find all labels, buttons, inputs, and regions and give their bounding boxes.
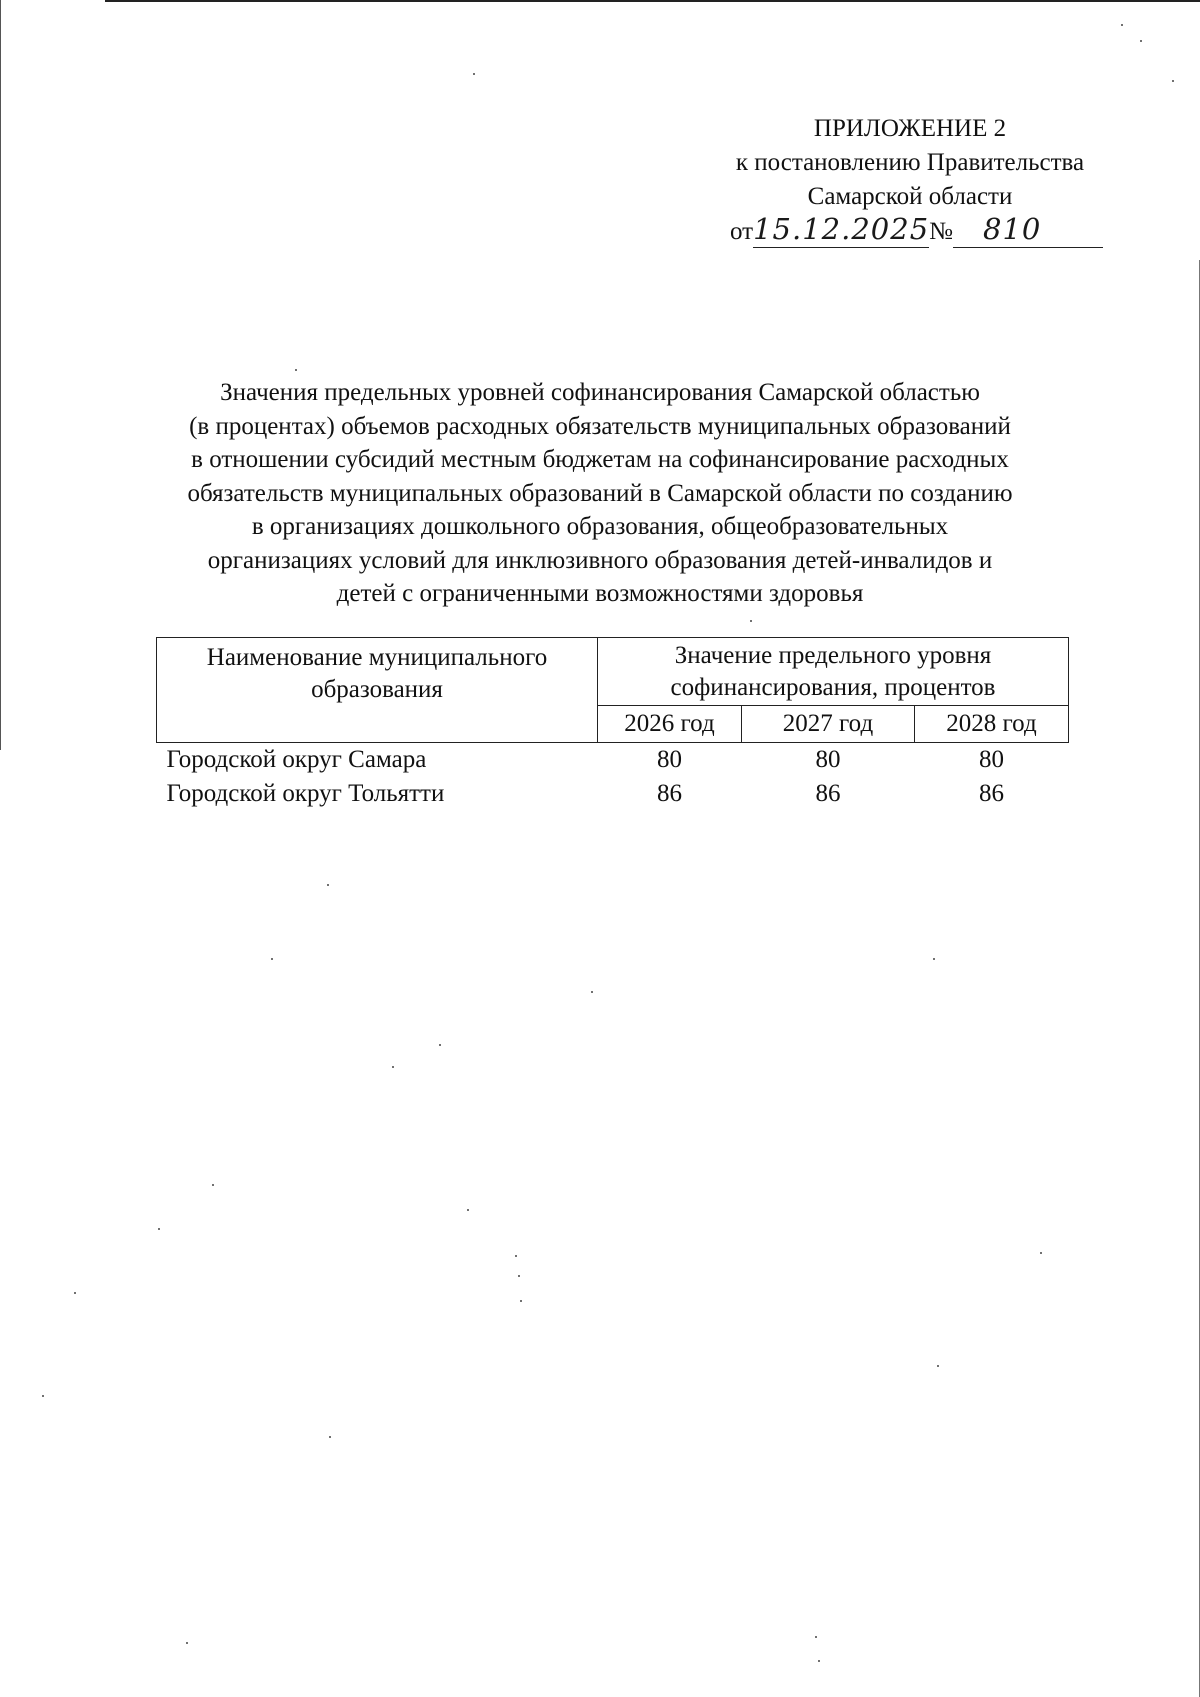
municipality-column-header — [157, 638, 598, 743]
scan-speck — [1121, 24, 1123, 26]
scan-speck — [591, 991, 593, 993]
title-line: детей с ограниченными возможностями здоровья — [336, 580, 864, 607]
value-2027: 80 — [815, 746, 841, 773]
header-line: Значение предельного уровня — [674, 641, 992, 669]
title-line: (в процентах) объемов расходных обязательств муниципальных образований — [189, 412, 1011, 440]
scan-speck — [933, 958, 935, 960]
title-line: в организациях дошкольного образования, общеобразовательных — [251, 513, 949, 540]
appendix-reference-line2: Самарской области — [807, 183, 1013, 210]
scan-speck — [818, 1660, 820, 1662]
scan-speck — [515, 1255, 517, 1257]
municipality-name: Городской округ Самара — [166, 746, 427, 773]
year-header-2026: 2026 год — [598, 706, 742, 743]
table-row — [157, 743, 1069, 778]
decree-date-line — [690, 214, 1130, 250]
value-2026: 86 — [657, 780, 682, 807]
value-2028: 80 — [979, 746, 1004, 773]
scan-speck — [750, 620, 752, 622]
approval-block — [690, 112, 1130, 250]
cofinancing-table — [156, 637, 1069, 811]
title-line: обязательств муниципальных образований в Самарской области по созданию — [187, 479, 1013, 507]
scan-speck — [392, 1066, 394, 1068]
scan-speck — [327, 884, 329, 886]
decree-number-field — [953, 214, 1103, 248]
scan-speck — [158, 1228, 160, 1230]
scan-speck — [937, 1365, 939, 1367]
scan-speck — [815, 1636, 817, 1638]
header-line: софинансирования, процентов — [670, 673, 996, 701]
year-header-2028: 2028 год — [915, 706, 1069, 743]
scan-speck — [1140, 40, 1142, 42]
handwritten-number: 810 — [983, 212, 1042, 246]
title-line: организациях условий для инклюзивного образования детей-инвалидов и — [207, 546, 993, 574]
header-line: Наименование муниципального — [206, 644, 548, 671]
scan-speck — [186, 1642, 188, 1644]
document-title — [140, 376, 1060, 611]
scan-border-left — [0, 0, 1, 750]
scan-speck — [439, 1044, 441, 1046]
scan-speck — [42, 1395, 44, 1397]
value-2026: 80 — [657, 746, 682, 773]
handwritten-date: 15.12.2025 — [753, 212, 930, 246]
value-2028: 86 — [979, 780, 1004, 807]
title-line: Значения предельных уровней софинансирования Самарской областью — [220, 379, 980, 406]
value-2027: 86 — [815, 780, 841, 807]
table-row — [157, 777, 1069, 811]
scan-speck — [467, 1209, 469, 1211]
title-line: в отношении субсидий местным бюджетам на софинансирование расходных — [191, 446, 1009, 473]
year-header-2027: 2027 год — [742, 706, 915, 743]
header-line: образования — [311, 676, 443, 703]
scan-border-top — [105, 0, 1200, 2]
cofinancing-level-header — [598, 638, 1069, 706]
appendix-heading: ПРИЛОЖЕНИЕ 2 — [813, 115, 1007, 142]
municipality-name: Городской округ Тольятти — [166, 780, 445, 807]
scan-speck — [1172, 80, 1174, 82]
decree-date-field — [753, 214, 929, 248]
scan-speck — [329, 1436, 331, 1438]
scan-speck — [473, 73, 475, 75]
scan-speck — [520, 1300, 522, 1302]
scan-speck — [271, 958, 273, 960]
scan-speck — [518, 1275, 520, 1277]
scan-speck — [212, 1184, 214, 1186]
date-prefix: от — [730, 218, 754, 245]
number-sign: № — [929, 218, 954, 245]
scan-speck — [1040, 1252, 1042, 1254]
appendix-reference-line1: к постановлению Правительства — [735, 149, 1085, 176]
scan-speck — [74, 1292, 76, 1294]
scan-speck — [295, 369, 297, 371]
